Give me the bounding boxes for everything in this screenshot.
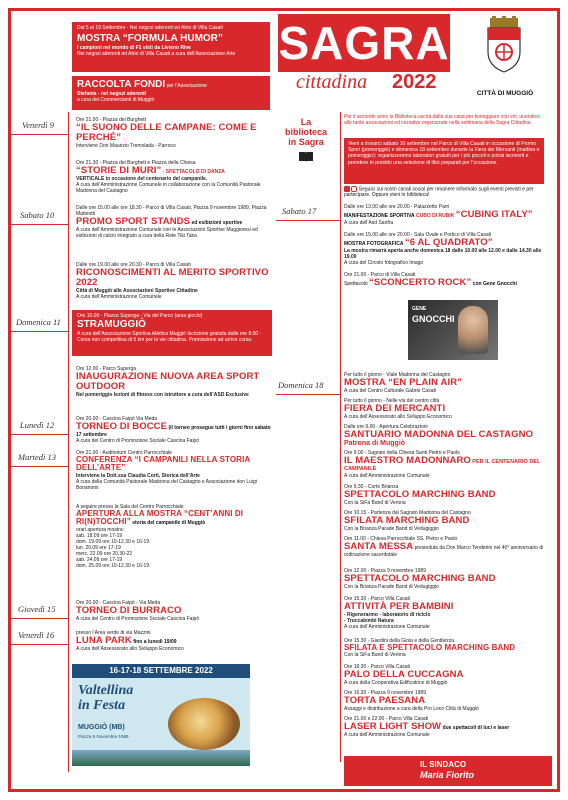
event-meta: Per tutto il giorno - Nelle via del centro città	[344, 398, 440, 404]
event	[344, 484, 549, 506]
cittadina-label: cittadina	[296, 71, 368, 93]
event	[344, 664, 549, 686]
event-desc: orari apertura mostra:	[76, 526, 125, 533]
event	[344, 690, 549, 712]
day-label: Venerdì 16	[18, 630, 55, 640]
day-label: Domenica 11	[16, 317, 61, 327]
activity-item: - Rigenerarmo - laboratorio di riciclo	[344, 612, 431, 619]
event-meta: Ore 20.00 - Cascina Faipò Via Meda	[76, 416, 158, 422]
mountains-image	[72, 750, 250, 766]
box-desc: I campioni nel mondo di F1 visti da Livieno Rive	[77, 45, 191, 52]
event-desc: Con la Brianza Parade Band di Vedugiggio	[344, 584, 439, 591]
event	[344, 536, 549, 558]
book-icon	[298, 151, 314, 163]
photo-label: GENE	[412, 306, 427, 312]
event-meta: Ore 21.30 - Piazza dei Burghett e Piazza della Chiesa	[76, 160, 196, 166]
event-title: SFILATA MARCHING BAND	[344, 515, 470, 527]
hours-line: dom. 25.09 ore 10-12.30 e 16-19	[76, 563, 150, 570]
event-desc: A cura del Centro di Promozione Sociale Cascina Faipò	[76, 438, 200, 445]
event-title: MOSTRA “EN PLAIN AIR”	[344, 377, 463, 389]
hours-line: merc. 22.09 ore 20.30-22	[76, 551, 133, 558]
event-title: RICONOSCIMENTI AL MERITO SPORTIVO 2022	[76, 267, 269, 289]
event-title: ATTIVITÀ PER BAMBINI	[344, 601, 454, 613]
event-title-suffix: PER IL CENTENARIO DEL CAMPANILE	[344, 459, 541, 473]
city-crest-icon	[484, 16, 524, 74]
day-tick	[276, 220, 340, 221]
event-title: SANTUARIO MADONNA DEL CASTAGNO	[344, 429, 534, 441]
event-desc: La mostra rimarrà aperta anche domenica 18 dalle 10.00 alle 12.00 e dalle 14.30 alle 19.00	[344, 248, 542, 261]
event-title: IL MAESTRO MADONNARO	[344, 455, 471, 467]
valtellina-place: Piazza 9 Novembre 1989	[78, 734, 129, 739]
event-title-suffix: ed esibizioni sportive	[191, 220, 243, 227]
year-label: 2022	[392, 71, 437, 93]
photo-label: GNOCCHI	[412, 314, 455, 324]
event-title-suffix: Patrona di Muggiò	[344, 440, 406, 448]
event	[76, 630, 276, 652]
gene-gnocchi-photo	[408, 300, 498, 360]
day-tick	[8, 434, 68, 435]
box-title: RACCOLTA FONDI	[77, 79, 166, 90]
event-meta: Ore 15.30 - Giardini della Gioia e della Gentilezza	[344, 638, 455, 644]
event-title-prefix: MOSTRA FOTOGRAFICA	[344, 241, 404, 248]
event-desc: VERTICALE in occasione del centenario del campanile.	[76, 176, 208, 183]
event-meta: presso l’Area verde di via Mazzini	[76, 630, 151, 636]
event-meta: Ore 10.00 - Piazza Superga - Via del Parco (area giochi)	[77, 313, 203, 319]
event-title: SPETTACOLO MARCHING BAND	[344, 489, 496, 501]
box-title: MOSTRA “FORMULA HUMOR”	[77, 33, 223, 45]
event-title: PROMO SPORT STANDS	[76, 216, 191, 228]
event-meta: A seguire presso la Sala del Centro Parrocchiale	[76, 504, 184, 510]
event-meta: Ore 12.00 - Piazza 9 novembre 1989	[344, 568, 426, 574]
day-label: Martedì 13	[18, 452, 57, 462]
event	[344, 596, 549, 630]
event-desc: A cura dell’Amministrazione Comunale	[76, 294, 162, 301]
event-title-suffix: Città di Muggiò alle Associazioni Sportive Cittadine	[76, 288, 198, 295]
event-desc: A cura dell’Amministrazione Comunale in collaborazione con la Comunità Pastorale Madonna del Castagno	[76, 182, 261, 195]
event	[344, 204, 549, 226]
biblioteca-title-line: La	[300, 117, 312, 127]
event-desc: Con la SiFa Band di Verona	[344, 652, 406, 659]
biblioteca-title-line: biblioteca	[284, 126, 327, 137]
event-desc: Assaggi e distribuzione a cura della Pro Loco Città di Muggiò	[344, 706, 479, 713]
event-desc: Con la Brianza Parade Band di Vedugiggio	[344, 526, 439, 533]
event-title: “IL SUONO DELLE CAMPANE: COME E PERCHÉ”	[76, 122, 257, 144]
event-title-suffix: presieduta da Don Marco Tenderini nel 40° anniversario di ordinazione sacerdotale	[344, 545, 544, 559]
event-desc: A cura dell’Assessorato allo Sviluppo Economico	[344, 414, 452, 421]
event-meta: Per tutto il giorno - Viale Madonna del Castagno	[344, 372, 451, 378]
event	[76, 416, 276, 444]
event-title-suffix: storia del campanile di Muggiò	[132, 520, 206, 527]
valtellina-poster	[72, 664, 250, 766]
event-desc: A cura del Centro Culturale Gabrio Casati	[344, 388, 436, 395]
event	[344, 510, 549, 532]
day-label: Sabato 10	[20, 210, 55, 220]
event-desc: Interviene Don Maurizio Tremolada - Parroco	[76, 143, 176, 150]
event-meta: Ore 12.00 - Parco Superga	[76, 366, 137, 372]
event	[344, 716, 549, 738]
raccolta-fondi-box	[72, 76, 270, 110]
event	[76, 450, 276, 491]
event-title: “STORIE DI MURI”	[76, 165, 162, 177]
event-title: CONFERENZA “I CAMPANILI NELLA STORIA DELL’ARTE”	[76, 455, 250, 473]
event-meta: Ore 10.15 - Partenza dal Sagrato Madonna del Castagno	[344, 510, 471, 516]
instagram-icon[interactable]	[351, 186, 357, 192]
social-text: Seguici sui nostri canali social per rimanere informato sugli eventi previsti e per partecipare. Oppure vieni in biblioteca!	[344, 186, 534, 199]
event-meta: Ore 21.00 - Piazza dei Burghett	[76, 117, 147, 123]
event-desc: Nel pomeriggio lezioni di fitness con istruttore a cura dell’ASD Exclusive	[76, 392, 249, 399]
biblioteca-title-line: in Sagra	[288, 136, 324, 147]
day-tick	[276, 394, 340, 395]
event-title: LUNA PARK	[76, 635, 132, 647]
food-image	[168, 698, 240, 750]
event-desc: A cura dell’Associazione Sportiva Atletica Muggiò Iscrizione gratuita dalle ore 8.00 - Corsa non competitiva di 5 km per la vie cittadina. Premiazione ad arrivo corsa.	[77, 331, 262, 344]
event-title-mid: CUBO DI RUBIK	[416, 213, 455, 220]
event-title-prefix: Spettacolo	[344, 281, 368, 288]
activity-item: - Truccabimbi Natura	[344, 618, 394, 625]
event-title: “SCONCERTO ROCK”	[369, 277, 472, 289]
box-desc: a cura dei Commercianti di Muggiò	[77, 97, 155, 104]
stramuggio-box	[72, 310, 272, 356]
event-title-suffix: due spettacoli di luci e laser	[442, 725, 510, 732]
event-title-prefix: MANIFESTAZIONE SPORTIVA	[344, 213, 415, 220]
event-meta: Dalle ore 13.00 alle ore 20.00 - Palazzetto Parri	[344, 204, 450, 210]
event-meta: Dalle ore 15.00 alle ore 18.30 - Parco di Villa Casati, Piazza 9 novembre 1989, Piazza Matteotti	[76, 205, 267, 218]
city-name: CITTÀ DI MUGGIÒ	[476, 90, 534, 97]
box-title-suffix: per l’Associazione	[166, 83, 207, 89]
event-title-suffix: con Gene Gnocchi	[472, 281, 517, 288]
event-desc: A cura dell’Amministrazione Comunale	[344, 624, 430, 631]
box-desc: Nei negozi aderenti ed Atrio di Villa Casati a cura dell’Associazione Arte	[77, 51, 236, 58]
event-desc: A cura dell’Asd Sanfra	[344, 220, 394, 227]
event	[344, 450, 549, 479]
event	[76, 262, 276, 300]
event-desc: A cura del Centro di Promozione Sociale Cascina Faipò	[76, 616, 200, 623]
event-title-suffix: - SPETTACOLO DI DANZA	[162, 169, 225, 176]
box-desc: Stefania - nei negozi aderenti	[77, 91, 147, 98]
event-meta: Ore 16.30 - Parco Villa Casati	[344, 664, 411, 670]
event-title-suffix: fino a lunedì 19/09	[133, 639, 177, 646]
day-tick	[8, 466, 68, 467]
event-title: TORNEO DI BURRACO	[76, 605, 182, 617]
event-title: INAUGURAZIONE NUOVA AREA SPORT OUTDOOR	[76, 371, 260, 393]
event-meta: Dalle ore 19.00 alle ore 20.30 - Parco di Villa Casati	[76, 262, 191, 268]
event-title: SPETTACOLO MARCHING BAND	[344, 573, 496, 585]
event	[76, 160, 276, 194]
event-title-suffix: (il torneo prosegue tutti i giorni fino sabato 17 settembre	[76, 425, 271, 439]
event-title: FIERA DEI MERCANTI	[344, 403, 446, 415]
event	[344, 232, 549, 266]
event-meta: Ore 20.00 - Cascina Faipò - Via Meda	[76, 600, 161, 606]
event	[76, 504, 276, 570]
right-timeline	[340, 112, 341, 762]
day-label: Sabato 17	[282, 206, 317, 216]
facebook-icon[interactable]	[344, 186, 350, 192]
event-desc: A cura dell’Assessorato allo Sviluppo Economico	[76, 646, 184, 653]
event-title: LASER LIGHT SHOW	[344, 721, 442, 733]
portrait-image	[458, 306, 488, 354]
day-label: Giovedì 15	[18, 604, 56, 614]
biblioteca-title	[278, 118, 334, 163]
event-meta: Ore 21.00 - Auditorium Centro Parrocchiale	[76, 450, 172, 456]
day-label: Venerdì 9	[22, 120, 55, 130]
day-tick	[8, 134, 68, 135]
event-title: SANTA MESSA	[344, 541, 414, 553]
event	[344, 638, 549, 659]
sindaco-name: Maria Fiorito	[420, 769, 475, 780]
left-timeline	[68, 112, 69, 772]
day-tick	[8, 618, 68, 619]
valtellina-dates: 16-17-18 SETTEMBRE 2022	[72, 664, 250, 678]
valtellina-title: in Festa	[78, 697, 126, 713]
event	[76, 366, 276, 398]
event-title: STRAMUGGIÒ	[77, 319, 146, 331]
sindaco-box	[344, 756, 552, 786]
event	[344, 424, 549, 449]
biblioteca-box: Vieni a trovarci sabato 10 settembre nel Parco di Villa Casati in occasione di Promo Sport (pomeriggio) e domenica 18 settembre durante la Fiera dei Mercanti (mattina e pomeriggio): organizzeremo laboratori gratuiti per i più piccoli e potrai iscriverti e prendere in prestito una selezione di libri preparati per l’occasione.	[344, 138, 544, 184]
event-desc: A cura dell’Amministrazione Comunale	[344, 732, 430, 739]
box-meta: Dal 5 al 19 Settembre - Nei negozi aderenti ed Atrio di Villa Casati	[77, 25, 223, 31]
day-label: Domenica 18	[278, 380, 324, 390]
day-tick	[8, 331, 68, 332]
event-desc: A cura dell’Amministrazione Comunale con le Associazioni Sportive Muggioresi ed esibizioni di calcio integrato a cura della Rete Tiki Taka	[76, 227, 258, 240]
day-tick	[8, 644, 68, 645]
event-meta: Ore 16.30 - Piazza 9 novembre 1989	[344, 690, 426, 696]
sindaco-role: IL SINDACO	[420, 760, 467, 769]
hours-line: dom. 19.09 ore 10-12.30 e 16-19	[76, 539, 150, 546]
event-title: TORTA PAESANA	[344, 695, 426, 707]
event-title: “CUBING ITALY”	[455, 209, 533, 221]
event	[76, 600, 276, 622]
social-row	[344, 186, 544, 199]
event-meta: Dalle ore 9.00 - Apertura Celebrazioni	[344, 424, 428, 430]
hours-line: lun. 20.09 ore 17-19	[76, 545, 121, 552]
event-desc: A cura della Comunità Pastorale Madonna del Castagno e Associazione don Luigi Bonanomi	[76, 478, 257, 492]
biblioteca-intro: Per il secondo anno la Biblioteca uscirà dalla sua casa per festeggiare con voi, unendosi alle tante associazioni ed iniziative organizzate nella settimana della Sagra Cittadina.	[344, 114, 540, 127]
event-meta: Ore 9.00 - Sagrato della Chiesa Santi Pietro e Paolo	[344, 450, 460, 456]
event	[344, 568, 549, 590]
event-desc: Con la SiFa Band di Verona	[344, 500, 406, 507]
day-label: Lunedì 12	[20, 420, 55, 430]
hours-line: sab. 18.09 ore 17-19	[76, 532, 123, 539]
event-title: SFILATA E SPETTACOLO MARCHING BAND	[344, 643, 516, 653]
event	[344, 372, 549, 394]
event-meta: Ore 21.00 e 22.00 - Parco Villa Casati	[344, 716, 429, 722]
event-desc: A cura del Circolo fotografico Imago	[344, 260, 424, 267]
event-desc: A cura dell’Amministrazione Comunale	[344, 472, 430, 479]
event-title: TORNEO DI BOCCE	[76, 421, 168, 433]
event-meta: Ore 9.30 - Corte Brianza	[344, 484, 399, 490]
event-meta: Ore 15.30 - Parco Villa Casati	[344, 596, 411, 602]
event-desc: Interviene la Dott.ssa Claudia Corti, Storica dell’Arte	[76, 472, 200, 479]
event-meta: Ore 11.00 - Chiesa Parrocchiale SS. Pietro e Paolo	[344, 536, 458, 542]
valtellina-title: Valtellina	[78, 683, 134, 698]
event-title: “6 AL QUADRATO”	[404, 237, 493, 249]
hours-line: sab. 24.09 ore 17-19	[76, 557, 123, 564]
event-title: PALO DELLA CUCCAGNA	[344, 669, 464, 681]
event	[344, 272, 549, 288]
event-meta: Dalle ore 15.00 alle ore 20.00 - Sala Ovale e Portico di Villa Casati	[344, 232, 492, 238]
formula-humor-box	[72, 22, 270, 72]
event-title: APERTURA ALLA MOSTRA “CENT’ANNI DI RI(N)TOCCHI”	[76, 509, 244, 527]
event	[76, 205, 276, 239]
event-desc: A cura della Cooperativa Edificatrice di Muggiò	[344, 680, 448, 687]
event	[76, 117, 266, 149]
valtellina-place: MUGGIÒ (MB)	[78, 724, 125, 731]
sagra-title: SAGRA	[278, 14, 450, 72]
event	[344, 398, 549, 420]
day-tick	[8, 224, 68, 225]
event-meta: Ore 21.00 - Parco di Villa Casati	[344, 272, 416, 278]
